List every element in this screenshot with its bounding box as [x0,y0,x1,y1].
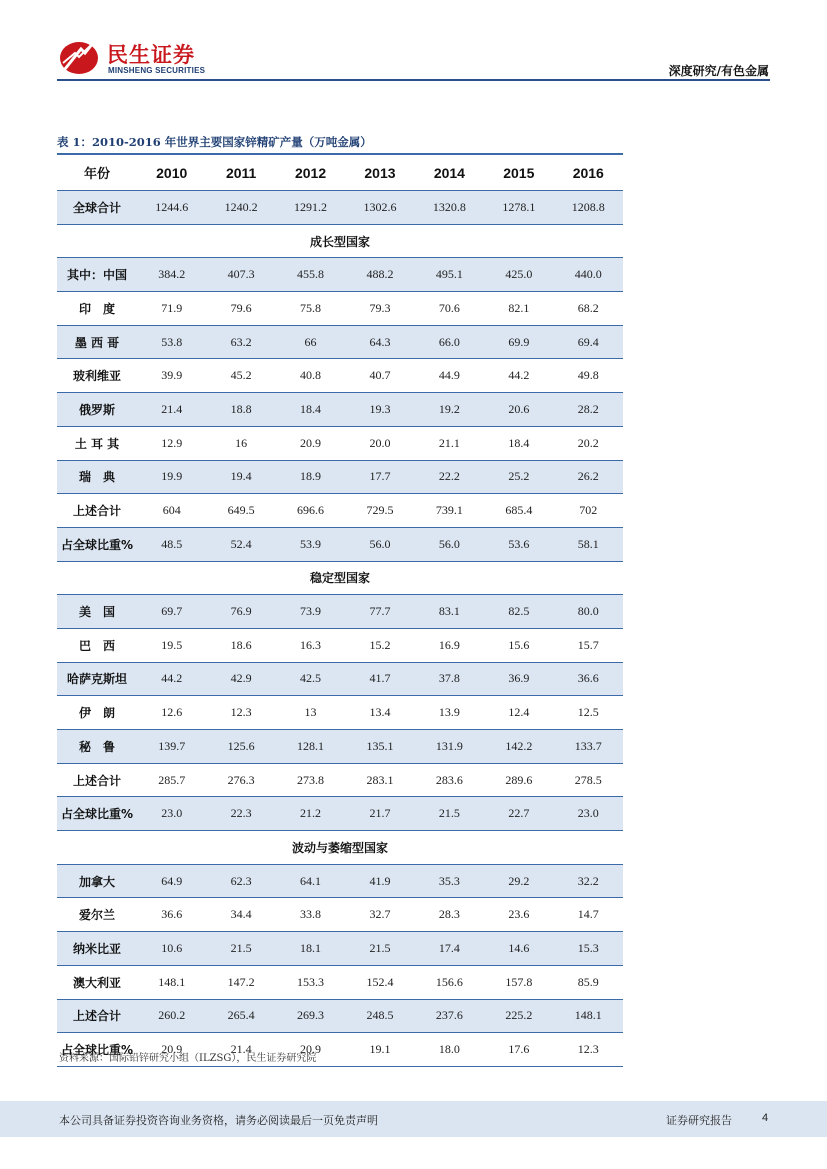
table-cell: 278.5 [554,763,623,797]
table-cell: 49.8 [554,359,623,393]
table-cell: 40.8 [276,359,345,393]
row-label: 占全球比重% [57,797,137,831]
table-cell: 260.2 [137,999,206,1033]
table-row [57,359,623,393]
table-cell: 33.8 [276,898,345,932]
table-cell: 18.0 [415,1033,484,1067]
table-cell: 36.6 [137,898,206,932]
table-cell: 64.9 [137,864,206,898]
column-header-label: 年份 [57,154,137,191]
table-cell: 44.9 [415,359,484,393]
table-cell: 12.9 [137,426,206,460]
column-header-year: 2013 [345,154,414,191]
table-cell: 70.6 [415,292,484,326]
table-cell: 20.9 [276,1033,345,1067]
table-row [57,393,623,427]
footer-report-type: 证券研究报告 [666,1114,732,1127]
table-cell: 41.7 [345,662,414,696]
table-cell: 685.4 [484,494,553,528]
column-header-year: 2014 [415,154,484,191]
table-cell: 15.3 [554,932,623,966]
table-cell: 455.8 [276,258,345,292]
table-cell: 14.7 [554,898,623,932]
table-row [57,325,623,359]
table-cell: 237.6 [415,999,484,1033]
table-row [57,999,623,1033]
table-cell: 44.2 [484,359,553,393]
table-cell: 19.4 [206,460,275,494]
table-row [57,932,623,966]
table-cell: 10.6 [137,932,206,966]
table-cell: 26.2 [554,460,623,494]
table-cell: 23.0 [137,797,206,831]
table-cell: 15.7 [554,628,623,662]
table-cell: 1244.6 [137,191,206,225]
table-cell: 1278.1 [484,191,553,225]
table-row [57,797,623,831]
table-cell: 135.1 [345,730,414,764]
table-cell: 21.7 [345,797,414,831]
table-cell: 28.3 [415,898,484,932]
table-cell: 147.2 [206,965,275,999]
column-header-year: 2011 [206,154,275,191]
table-cell: 35.3 [415,864,484,898]
table-cell: 66.0 [415,325,484,359]
table-cell: 36.6 [554,662,623,696]
table-cell: 18.8 [206,393,275,427]
table-cell: 273.8 [276,763,345,797]
row-label: 澳大利亚 [57,965,137,999]
table-row [57,763,623,797]
table-cell: 79.6 [206,292,275,326]
table-cell: 20.9 [137,1033,206,1067]
table-cell: 13.9 [415,696,484,730]
table-cell: 22.3 [206,797,275,831]
table-cell: 407.3 [206,258,275,292]
table-row [57,527,623,561]
table-row [57,460,623,494]
row-label: 占全球比重% [57,1033,137,1067]
table-cell: 649.5 [206,494,275,528]
table-cell: 283.6 [415,763,484,797]
row-label: 伊 朗 [57,696,137,730]
table-cell: 148.1 [554,999,623,1033]
page-number: 4 [762,1112,769,1124]
row-label: 印 度 [57,292,137,326]
table-row [57,696,623,730]
table-cell: 22.7 [484,797,553,831]
table-cell: 133.7 [554,730,623,764]
table-cell: 19.2 [415,393,484,427]
table-cell: 32.2 [554,864,623,898]
table-cell: 28.2 [554,393,623,427]
row-label: 墨 西 哥 [57,325,137,359]
table-cell: 40.7 [345,359,414,393]
row-label: 俄罗斯 [57,393,137,427]
row-label: 瑞 典 [57,460,137,494]
column-header-year: 2012 [276,154,345,191]
table-cell: 19.5 [137,628,206,662]
table-cell: 15.2 [345,628,414,662]
table-cell: 157.8 [484,965,553,999]
table-cell: 41.9 [345,864,414,898]
row-label: 土 耳 其 [57,426,137,460]
row-label: 其中：中国 [57,258,137,292]
table-cell: 21.1 [415,426,484,460]
table-cell: 18.4 [276,393,345,427]
table-cell: 23.6 [484,898,553,932]
table-cell: 64.3 [345,325,414,359]
table-cell: 63.2 [206,325,275,359]
table-title: 表 1：2010-2016 年世界主要国家锌精矿产量（万吨金属） [57,135,372,149]
table-cell: 384.2 [137,258,206,292]
table-cell: 18.9 [276,460,345,494]
table-cell: 276.3 [206,763,275,797]
brand-name-en: MINSHENG SECURITIES [108,66,206,75]
row-label: 上述合计 [57,763,137,797]
table-cell: 69.9 [484,325,553,359]
table-cell: 53.6 [484,527,553,561]
table-row [57,628,623,662]
table-cell: 62.3 [206,864,275,898]
row-label: 哈萨克斯坦 [57,662,137,696]
table-cell: 269.3 [276,999,345,1033]
row-label: 纳米比亚 [57,932,137,966]
table-cell: 25.2 [484,460,553,494]
row-label: 上述合计 [57,494,137,528]
row-label: 爱尔兰 [57,898,137,932]
footer-bar [0,1101,827,1137]
table-cell: 1208.8 [554,191,623,225]
table-cell: 75.8 [276,292,345,326]
table-cell: 14.6 [484,932,553,966]
table-cell: 17.4 [415,932,484,966]
table-row [57,426,623,460]
zinc-production-table [57,153,623,1067]
section-title: 稳定型国家 [57,561,623,595]
table-cell: 19.1 [345,1033,414,1067]
table-cell: 1240.2 [206,191,275,225]
table-cell: 18.4 [484,426,553,460]
table-cell: 71.9 [137,292,206,326]
table-cell: 285.7 [137,763,206,797]
table-cell: 34.4 [206,898,275,932]
row-label: 玻利维亚 [57,359,137,393]
column-header-year: 2010 [137,154,206,191]
table-row [57,864,623,898]
source-note: 资料来源：国际铅锌研究小组（ILZSG），民生证券研究院 [59,1053,317,1064]
footer-disclaimer: 本公司具备证券投资咨询业务资格，请务必阅读最后一页免责声明 [59,1114,378,1127]
table-cell: 21.5 [415,797,484,831]
table-cell: 15.6 [484,628,553,662]
table-cell: 21.4 [206,1033,275,1067]
row-label: 美 国 [57,595,137,629]
table-cell: 248.5 [345,999,414,1033]
table-row [57,292,623,326]
table-cell: 729.5 [345,494,414,528]
table-cell: 21.5 [345,932,414,966]
column-header-year: 2015 [484,154,553,191]
section-header-row [57,561,623,595]
table-cell: 739.1 [415,494,484,528]
table-cell: 42.5 [276,662,345,696]
table-cell: 495.1 [415,258,484,292]
row-label: 巴 西 [57,628,137,662]
table-cell: 696.6 [276,494,345,528]
table-cell: 64.1 [276,864,345,898]
table-cell: 20.2 [554,426,623,460]
table-cell: 153.3 [276,965,345,999]
table-cell: 82.5 [484,595,553,629]
table-cell: 425.0 [484,258,553,292]
table-cell: 18.6 [206,628,275,662]
table-cell: 128.1 [276,730,345,764]
table-cell: 20.9 [276,426,345,460]
table-cell: 19.9 [137,460,206,494]
table-cell: 77.7 [345,595,414,629]
table-cell: 12.5 [554,696,623,730]
table-cell: 12.3 [554,1033,623,1067]
table-cell: 39.9 [137,359,206,393]
table-cell: 21.2 [276,797,345,831]
table-row [57,965,623,999]
table-cell: 53.8 [137,325,206,359]
table-cell: 37.8 [415,662,484,696]
brand-name-cn: 民生证券 [107,43,195,67]
table-cell: 16.3 [276,628,345,662]
section-title: 成长型国家 [57,224,623,258]
table-cell: 19.3 [345,393,414,427]
table-cell: 17.6 [484,1033,553,1067]
table-cell: 12.6 [137,696,206,730]
row-label: 占全球比重% [57,527,137,561]
table-cell: 488.2 [345,258,414,292]
data-table-container [57,153,623,1067]
table-row [57,494,623,528]
table-row [57,258,623,292]
table-cell: 79.3 [345,292,414,326]
table-row [57,595,623,629]
table-cell: 22.2 [415,460,484,494]
section-header-row [57,831,623,865]
table-cell: 45.2 [206,359,275,393]
row-label: 上述合计 [57,999,137,1033]
table-cell: 13.4 [345,696,414,730]
minsheng-logo-icon [59,39,105,75]
table-cell: 56.0 [345,527,414,561]
section-title: 波动与萎缩型国家 [57,831,623,865]
table-cell: 16 [206,426,275,460]
table-cell: 68.2 [554,292,623,326]
table-cell: 265.4 [206,999,275,1033]
table-cell: 289.6 [484,763,553,797]
table-row [57,191,623,225]
table-cell: 139.7 [137,730,206,764]
table-cell: 12.3 [206,696,275,730]
table-cell: 56.0 [415,527,484,561]
section-header-row [57,224,623,258]
table-cell: 66 [276,325,345,359]
report-section-label: 深度研究/有色金属 [668,64,769,78]
table-cell: 142.2 [484,730,553,764]
row-label: 秘 鲁 [57,730,137,764]
table-cell: 18.1 [276,932,345,966]
table-cell: 152.4 [345,965,414,999]
table-cell: 1320.8 [415,191,484,225]
table-cell: 13 [276,696,345,730]
table-cell: 440.0 [554,258,623,292]
table-cell: 21.4 [137,393,206,427]
table-cell: 702 [554,494,623,528]
table-cell: 69.4 [554,325,623,359]
table-header-row [57,154,623,191]
table-cell: 82.1 [484,292,553,326]
table-cell: 17.7 [345,460,414,494]
table-cell: 156.6 [415,965,484,999]
table-cell: 42.9 [206,662,275,696]
table-cell: 148.1 [137,965,206,999]
table-cell: 23.0 [554,797,623,831]
table-cell: 16.9 [415,628,484,662]
table-cell: 52.4 [206,527,275,561]
row-label: 加拿大 [57,864,137,898]
table-cell: 58.1 [554,527,623,561]
table-row [57,662,623,696]
table-cell: 12.4 [484,696,553,730]
table-cell: 76.9 [206,595,275,629]
column-header-year: 2016 [554,154,623,191]
table-cell: 48.5 [137,527,206,561]
table-row [57,898,623,932]
table-cell: 225.2 [484,999,553,1033]
table-cell: 69.7 [137,595,206,629]
row-label: 全球合计 [57,191,137,225]
table-cell: 44.2 [137,662,206,696]
header-divider [57,79,770,81]
table-cell: 83.1 [415,595,484,629]
table-cell: 1291.2 [276,191,345,225]
table-cell: 80.0 [554,595,623,629]
table-cell: 21.5 [206,932,275,966]
table-cell: 29.2 [484,864,553,898]
table-cell: 36.9 [484,662,553,696]
table-row [57,730,623,764]
table-cell: 604 [137,494,206,528]
table-cell: 73.9 [276,595,345,629]
table-cell: 20.0 [345,426,414,460]
table-cell: 283.1 [345,763,414,797]
table-cell: 125.6 [206,730,275,764]
table-cell: 1302.6 [345,191,414,225]
table-cell: 131.9 [415,730,484,764]
table-cell: 20.6 [484,393,553,427]
table-cell: 85.9 [554,965,623,999]
table-cell: 53.9 [276,527,345,561]
table-cell: 32.7 [345,898,414,932]
